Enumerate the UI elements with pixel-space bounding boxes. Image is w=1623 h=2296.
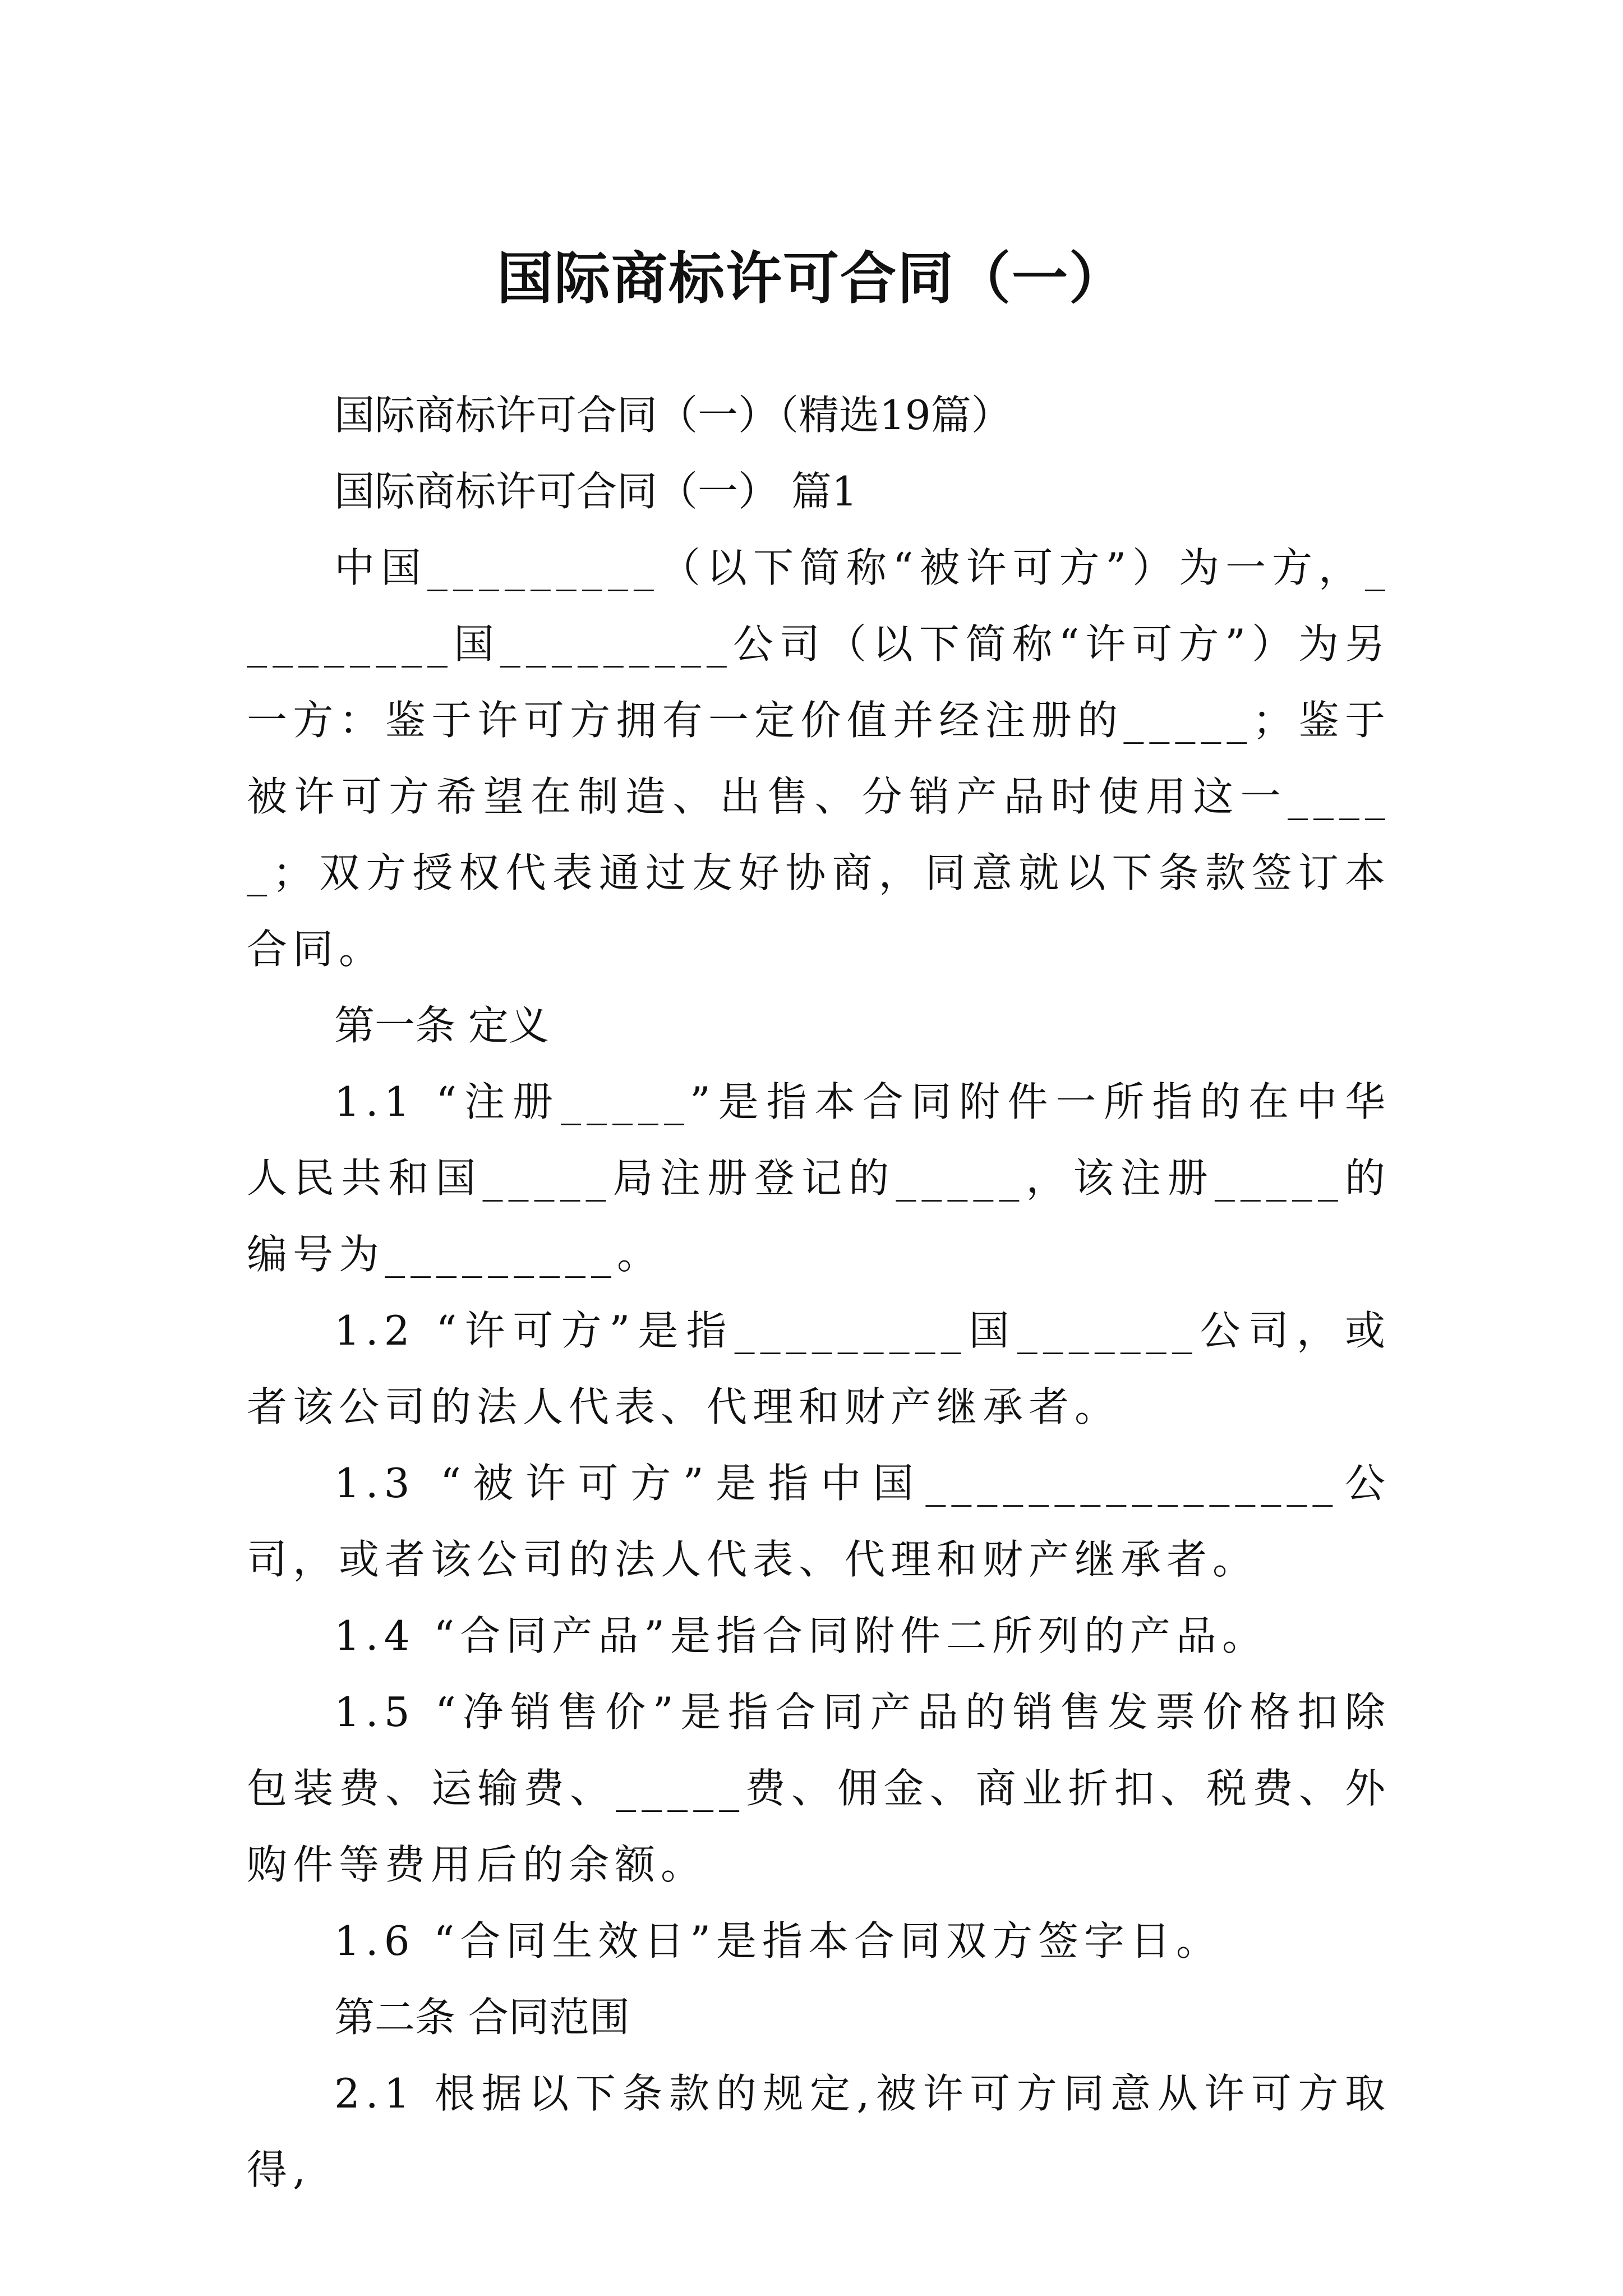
paragraph-article-2-heading: 第二条 合同范围 xyxy=(334,1994,630,2041)
paragraph-article-1-heading: 第一条 定义 xyxy=(334,1002,549,1049)
paragraph-clause-1-6: 1.6 “合同生效日”是指本合同双方签字日。 xyxy=(334,1917,1223,1964)
paragraph-clause-1-4: 1.4 “合同产品”是指合同附件二所列的产品。 xyxy=(334,1612,1269,1659)
document-title: 国际商标许可合同（一） xyxy=(497,246,1126,311)
paragraph-clause-1-2: 1.2 “许可方”是指_________国_______公司，或者该公司的法人代表、代理和财产继承者。 xyxy=(247,1307,1391,1430)
paragraph-clause-2-1: 2.1 根据以下条款的规定,被许可方同意从许可方取得, xyxy=(247,2070,1391,2193)
paragraph-clause-1-3: 1.3 “被许可方”是指中国________________公司，或者该公司的法人代表、代理和财产继承者。 xyxy=(247,1460,1391,1583)
paragraph-clause-1-5: 1.5 “净销售价”是指合同产品的销售发票价格扣除包装费、运输费、_____费、佣金、商业折扣、税费、外购件等费用后的余额。 xyxy=(247,1688,1391,1888)
paragraph-subtitle: 国际商标许可合同（一）（精选19篇） xyxy=(334,392,1012,439)
document-body xyxy=(247,377,1391,2208)
paragraph-preamble: 中国_________（以下简称“被许可方”）为一方，_________国_________公司（以下简称“许可方”）为另一方：鉴于许可方拥有一定价值并经注册的_____；鉴于被许可方希望在制造、出售、分销产品时使用这一_____；双方授权代表通过友好协商，同意就以下条款签订本合同。 xyxy=(247,544,1391,973)
paragraph-clause-1-1: 1.1 “注册_____”是指本合同附件一所指的在中华人民共和国_____局注册登记的_____，该注册_____的编号为_________。 xyxy=(247,1078,1391,1278)
paragraph-section-heading: 国际商标许可合同（一） 篇1 xyxy=(334,468,857,515)
